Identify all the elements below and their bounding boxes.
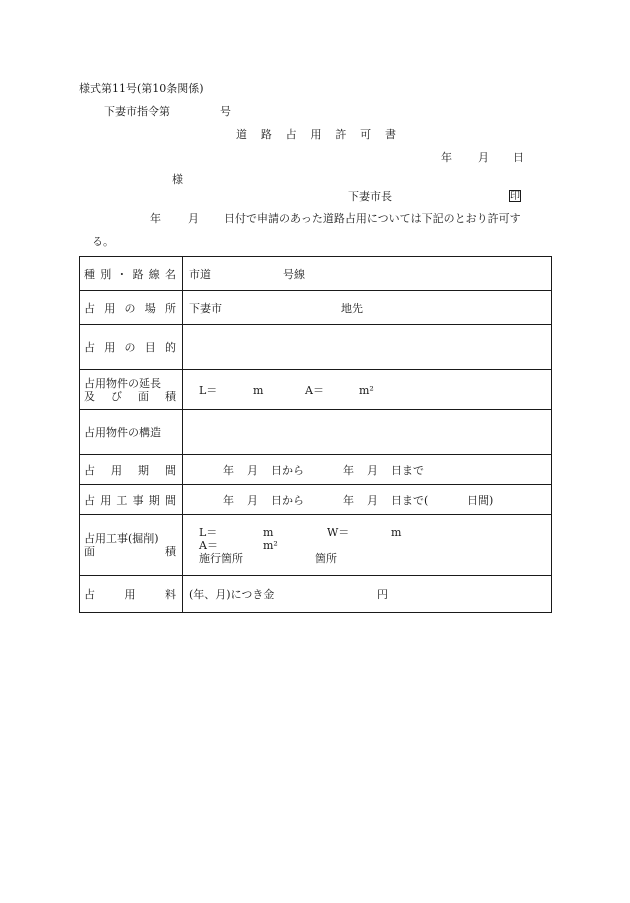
table-row-place — [80, 291, 552, 325]
label-purpose: 占 用 の 目 的 — [80, 325, 183, 370]
value-period: 年 月 日から 年 月 日まで — [183, 455, 552, 485]
body-month: 月 — [188, 212, 199, 225]
table-row-purpose — [80, 325, 552, 370]
value-length: L＝ m A＝ m² — [183, 370, 552, 410]
recipient-suffix: 様 — [172, 173, 183, 186]
label-work-period: 占 用 工 事 期 間 — [80, 485, 183, 515]
table-row-excavation — [80, 515, 552, 576]
table-row-work-period — [80, 485, 552, 515]
table-row-length — [80, 370, 552, 410]
value-structure — [183, 410, 552, 455]
document-title: 道 路 占 用 許 可 書 — [236, 128, 396, 141]
order-label: 下妻市指令第 — [104, 105, 170, 118]
label-fee: 占 用 料 — [80, 576, 183, 613]
value-fee: (年、月)につき金 円 — [183, 576, 552, 613]
order-suffix: 号 — [220, 105, 231, 118]
value-excavation: L＝ m W＝ m A＝ m² 施行箇所 箇所 — [183, 515, 552, 576]
label-place: 占 用 の 場 所 — [80, 291, 183, 325]
label-structure: 占用物件の構造 — [80, 410, 183, 455]
seal-mark: 印 — [510, 191, 520, 202]
value-type: 市道 号線 — [183, 257, 552, 291]
value-place: 下妻市 地先 — [183, 291, 552, 325]
value-purpose — [183, 325, 552, 370]
date-month: 月 — [478, 151, 489, 164]
permit-table — [79, 256, 552, 613]
body-year: 年 — [150, 212, 161, 225]
label-excavation: 占用工事(掘削) 面 積 — [80, 515, 183, 576]
body-line1: 日付で申請のあった道路占用については下記のとおり許可す — [224, 212, 521, 225]
date-day: 日 — [513, 151, 524, 164]
label-period: 占 用 期 間 — [80, 455, 183, 485]
table-row-type — [80, 257, 552, 291]
label-length: 占用物件の延長 及 び 面 積 — [80, 370, 183, 410]
issuer: 下妻市長 — [348, 190, 392, 203]
table-row-structure — [80, 410, 552, 455]
date-year: 年 — [441, 151, 452, 164]
value-work-period: 年 月 日から 年 月 日まで( 日間) — [183, 485, 552, 515]
table-row-period — [80, 455, 552, 485]
table-row-fee — [80, 576, 552, 613]
form-number: 様式第11号(第10条関係) — [79, 82, 204, 95]
body-line2: る。 — [92, 235, 114, 248]
label-type: 種 別 ・ 路 線 名 — [80, 257, 183, 291]
